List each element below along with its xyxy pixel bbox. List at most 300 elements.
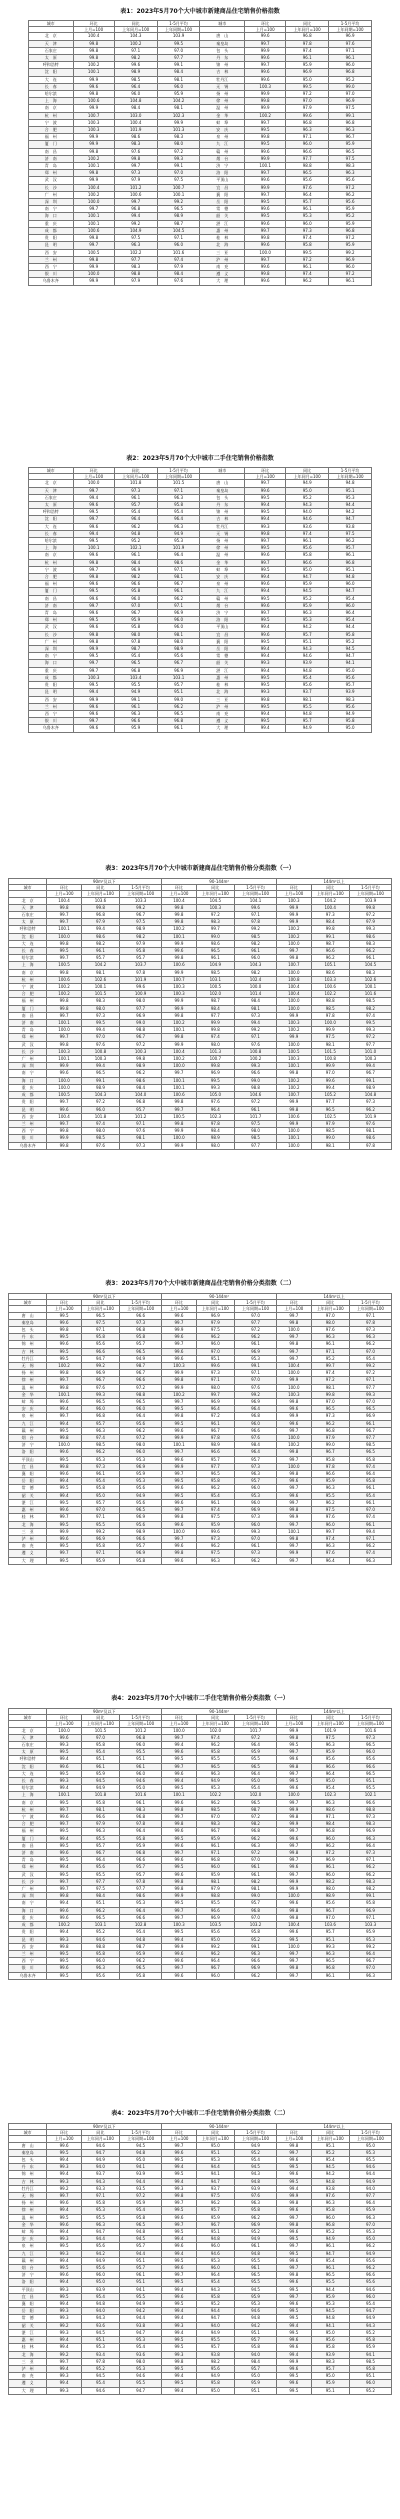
column-header: 城市 [9,1300,47,1306]
index-value-cell: 99.4 [81,1027,119,1034]
index-value-cell: 99.4 [245,624,286,631]
table-3b-body [9,1312,392,1564]
index-value-cell: 95.5 [120,1749,162,1756]
index-value-cell: 97.4 [81,1435,119,1442]
index-value-cell: 99.6 [162,2214,196,2221]
index-value-cell: 99.4 [162,2236,196,2243]
index-value-cell: 99.7 [47,1099,81,1106]
index-value-cell: 100.2 [73,62,114,69]
index-value-cell: 97.3 [286,227,329,234]
index-value-cell: 97.9 [120,940,162,947]
index-value-cell: 99.1 [81,1077,119,1084]
base-period-header: 上年同期=100 [234,1721,276,1727]
city-name-cell: 唐 山 [9,1312,47,1319]
column-header: 同比 [196,885,234,891]
index-value-cell: 97.6 [311,1327,349,1334]
index-value-cell: 94.0 [196,2322,234,2329]
index-value-cell: 96.4 [286,191,329,198]
city-name-cell: 银 川 [9,1965,47,1972]
table-row [9,1099,392,1106]
index-value-cell: 99.8 [47,1327,81,1334]
index-value-cell: 99.3 [245,523,286,530]
index-value-cell: 100.5 [47,962,81,969]
index-value-cell: 94.8 [286,710,329,717]
index-value-cell: 96.4 [120,1907,162,1914]
index-value-cell: 102.6 [81,976,119,983]
index-value-cell: 99.4 [47,2229,81,2236]
index-value-cell: 97.1 [120,1120,162,1127]
index-value-cell: 100.3 [277,897,311,904]
column-header: 城市 [200,468,245,474]
city-name-cell: 北 海 [9,2351,47,2358]
index-value-cell: 95.7 [114,502,157,509]
column-header: 环比 [162,1300,196,1306]
table-row [29,112,372,119]
index-value-cell: 95.8 [81,1485,119,1492]
index-value-cell: 99.5 [245,509,286,516]
index-value-cell: 99.5 [162,1756,196,1763]
table-row [9,1492,392,1499]
index-value-cell: 97.5 [311,1034,349,1041]
table-row [29,76,372,83]
index-value-cell: 98.8 [120,1027,162,1034]
index-value-cell: 96.0 [311,2214,349,2221]
city-name-cell: 岳 阳 [9,2308,47,2315]
index-value-cell: 99.5 [157,40,200,47]
index-value-cell: 99.7 [162,1341,196,1348]
city-name-cell: 西 宁 [29,263,74,270]
base-period-header: 上月=100 [73,474,114,480]
index-value-cell: 99.9 [277,1012,311,1019]
city-name-cell: 锦 州 [9,1341,47,1348]
index-value-cell: 95.9 [311,2293,349,2300]
index-value-cell: 103.1 [157,674,200,681]
index-value-cell: 96.7 [349,1070,391,1077]
base-period-header: 上年同期=100 [349,891,391,897]
base-period-header: 上年同期=100 [120,891,162,897]
index-value-cell: 95.4 [196,2279,234,2286]
index-value-cell: 94.5 [234,2286,276,2293]
index-value-cell: 99.6 [162,1499,196,1506]
city-name-cell: 泉 州 [9,2243,47,2250]
index-value-cell: 95.9 [286,602,329,609]
index-value-cell: 99.6 [162,1456,196,1463]
table-row [29,55,372,62]
index-value-cell: 99.7 [277,1355,311,1362]
index-value-cell: 94.4 [120,2178,162,2185]
index-value-cell: 99.7 [47,2358,81,2365]
index-value-cell: 100.3 [277,1391,311,1398]
index-value-cell: 98.6 [311,1806,349,1813]
index-value-cell: 95.4 [349,1355,391,1362]
index-value-cell: 96.4 [120,1413,162,1420]
index-value-cell: 96.4 [234,1449,276,1456]
index-value-cell: 98.3 [157,134,200,141]
index-value-cell: 99.4 [162,2373,196,2380]
index-value-cell: 95.5 [234,2257,276,2264]
index-value-cell: 98.2 [114,55,157,62]
index-value-cell: 97.2 [329,184,372,191]
index-value-cell: 100.1 [162,1792,196,1799]
index-value-cell: 96.3 [157,494,200,501]
table-row [9,933,392,940]
index-value-cell: 96.6 [120,1914,162,1921]
index-value-cell: 99.7 [47,1413,81,1420]
base-period-header: 上年同月=100 [81,1306,119,1312]
index-value-cell: 99.5 [277,2250,311,2257]
city-name-cell: 泸 州 [200,256,245,263]
table-row [9,1828,392,1835]
column-header: 同比 [114,21,157,27]
table-row [29,220,372,227]
index-value-cell: 100.2 [234,1056,276,1063]
table-row [29,696,372,703]
index-value-cell: 95.6 [329,703,372,710]
index-value-cell: 98.5 [196,1806,234,1813]
table-row [29,588,372,595]
index-value-cell: 99.7 [311,1363,349,1370]
index-value-cell: 99.6 [47,1907,81,1914]
index-value-cell: 99.6 [277,2229,311,2236]
index-value-cell: 95.1 [120,2279,162,2286]
index-value-cell: 99.8 [277,1471,311,1478]
index-value-cell: 99.7 [162,1319,196,1326]
table-row [9,1077,392,1084]
index-value-cell: 99.4 [47,2380,81,2387]
index-value-cell: 96.2 [329,538,372,545]
index-value-cell: 96.9 [349,1907,391,1914]
index-value-cell: 96.0 [196,1972,234,1979]
index-value-cell: 96.2 [157,595,200,602]
index-value-cell: 97.7 [157,55,200,62]
index-value-cell: 93.7 [196,2185,234,2192]
city-name-cell: 西 宁 [9,1958,47,1965]
index-value-cell: 97.0 [196,1348,234,1355]
table-row [9,1355,392,1362]
index-value-cell: 97.8 [349,1319,391,1326]
column-header: 1-5月平均 [157,21,200,27]
index-value-cell: 96.1 [286,55,329,62]
city-name-cell: 秦皇岛 [200,40,245,47]
city-name-cell: 南 宁 [9,1070,47,1077]
city-name-cell: 成 都 [9,1092,47,1099]
index-value-cell: 95.4 [114,509,157,516]
index-value-cell: 98.2 [234,969,276,976]
index-value-cell: 99.4 [114,213,157,220]
size-group-header: 90m²及以下 [47,879,162,885]
table-row [9,1384,392,1391]
index-value-cell: 99.9 [162,1893,196,1900]
index-value-cell: 99.5 [245,674,286,681]
index-value-cell: 97.7 [196,1463,234,1470]
index-value-cell: 98.1 [157,631,200,638]
index-value-cell: 98.3 [196,919,234,926]
index-value-cell: 96.7 [120,912,162,919]
index-value-cell: 99.4 [162,1936,196,1943]
index-value-cell: 99.9 [73,76,114,83]
index-value-cell: 97.5 [81,1319,119,1326]
index-value-cell: 97.8 [120,1821,162,1828]
table-row [29,667,372,674]
index-value-cell: 96.8 [157,718,200,725]
city-name-cell: 沈 阳 [29,516,74,523]
index-value-cell: 99.7 [277,1842,311,1849]
index-value-cell: 96.9 [120,1514,162,1521]
city-name-cell: 成 都 [29,674,74,681]
index-value-cell: 97.2 [234,1099,276,1106]
index-value-cell: 98.4 [157,271,200,278]
index-value-cell: 95.9 [311,1478,349,1485]
index-value-cell: 95.0 [81,2279,119,2286]
index-value-cell: 96.5 [329,148,372,155]
table-row [9,2308,392,2315]
city-name-cell: 沈 阳 [9,933,47,940]
index-value-cell: 95.8 [81,1742,119,1749]
table-row [9,1742,392,1749]
index-value-cell: 96.7 [311,1907,349,1914]
index-value-cell: 96.0 [196,2243,234,2250]
city-name-cell: 包 头 [9,2157,47,2164]
column-header: 同比 [81,2130,119,2136]
city-name-cell: 吉 林 [9,1348,47,1355]
index-value-cell: 100.3 [73,119,114,126]
index-value-cell: 99.7 [73,566,114,573]
index-value-cell: 103.9 [349,897,391,904]
index-value-cell: 99.6 [277,2157,311,2164]
index-value-cell: 99.6 [47,1763,81,1770]
size-group-header: 90-144m² [162,1294,277,1300]
city-name-cell: 成 都 [29,227,74,234]
index-value-cell: 97.3 [234,1012,276,1019]
index-value-cell: 99.9 [277,1099,311,1106]
index-value-cell: 99.5 [47,1334,81,1341]
index-value-cell: 97.2 [349,1034,391,1041]
table-row [29,62,372,69]
index-value-cell: 99.7 [277,2243,311,2250]
city-name-cell: 广 州 [29,638,74,645]
index-value-cell: 97.5 [114,235,157,242]
index-value-cell: 95.0 [81,1492,119,1499]
index-value-cell: 95.8 [120,1835,162,1842]
index-value-cell: 99.5 [349,1020,391,1027]
index-value-cell: 95.2 [311,2149,349,2156]
index-value-cell: 96.2 [349,2265,391,2272]
index-value-cell: 96.7 [157,660,200,667]
index-value-cell: 100.1 [162,1027,196,1034]
city-name-cell: 乌鲁木齐 [29,725,74,732]
index-value-cell: 100.4 [277,1922,311,1929]
index-value-cell: 94.4 [329,624,372,631]
index-value-cell: 96.0 [311,1835,349,1842]
index-value-cell: 96.6 [349,1799,391,1806]
index-value-cell: 99.7 [47,1878,81,1885]
index-value-cell: 101.4 [234,991,276,998]
index-value-cell: 97.1 [81,1327,119,1334]
city-name-cell: 韶 关 [9,2322,47,2329]
index-value-cell: 100.1 [47,1020,81,1027]
index-value-cell: 99.7 [245,256,286,263]
size-group-header: 90m²及以下 [47,1709,162,1715]
index-value-cell: 99.8 [47,1435,81,1442]
index-value-cell: 99.6 [245,69,286,76]
city-name-cell: 丹 东 [9,2164,47,2171]
index-value-cell: 95.3 [349,2229,391,2236]
index-value-cell: 98.2 [234,1821,276,1828]
index-value-cell: 94.6 [81,1936,119,1943]
index-value-cell: 94.4 [349,2171,391,2178]
index-value-cell: 100.7 [277,1092,311,1099]
index-value-cell: 98.3 [349,1821,391,1828]
index-value-cell: 98.7 [114,646,157,653]
index-value-cell: 96.9 [157,610,200,617]
city-name-cell: 西 安 [29,249,74,256]
index-value-cell: 99.9 [277,1886,311,1893]
index-value-cell: 99.5 [277,2315,311,2322]
index-value-cell: 102.1 [114,545,157,552]
index-value-cell: 96.9 [120,1012,162,1019]
index-value-cell: 99.8 [162,1886,196,1893]
city-name-cell: 成 都 [9,1922,47,1929]
index-value-cell: 96.3 [349,1835,391,1842]
index-value-cell: 99.6 [277,1864,311,1871]
city-name-cell: 包 头 [200,47,245,54]
table-row [29,184,372,191]
table-row [9,1507,392,1514]
index-value-cell: 99.6 [162,1950,196,1957]
city-name-cell: 沈 阳 [9,1763,47,1770]
index-value-cell: 96.4 [120,1828,162,1835]
index-value-cell: 100.2 [114,40,157,47]
index-value-cell: 96.8 [120,1850,162,1857]
index-value-cell: 95.5 [234,1756,276,1763]
index-value-cell: 97.0 [234,1377,276,1384]
index-value-cell: 98.9 [349,1084,391,1091]
index-value-cell: 96.8 [329,119,372,126]
index-value-cell: 99.3 [47,2236,81,2243]
index-value-cell: 97.6 [349,1120,391,1127]
index-value-cell: 97.2 [120,1041,162,1048]
index-value-cell: 95.5 [234,2279,276,2286]
city-name-cell: 唐 山 [200,480,245,487]
index-value-cell: 94.7 [120,2387,162,2394]
table-row [9,2193,392,2200]
index-value-cell: 96.4 [349,1842,391,1849]
table-row [9,1763,392,1770]
index-value-cell: 100.8 [311,1056,349,1063]
index-value-cell: 95.8 [329,718,372,725]
index-value-cell: 100.0 [277,1792,311,1799]
index-value-cell: 96.3 [329,127,372,134]
index-value-cell: 99.4 [47,2365,81,2372]
city-name-cell: 厦 门 [29,141,74,148]
index-value-cell: 98.4 [120,1084,162,1091]
index-value-cell: 99.7 [162,2272,196,2279]
city-name-cell: 蚌 埠 [9,2229,47,2236]
index-value-cell: 99.6 [245,76,286,83]
table-row [9,2387,392,2394]
index-value-cell: 99.4 [245,574,286,581]
index-value-cell: 99.5 [47,1857,81,1864]
index-value-cell: 97.4 [311,1370,349,1377]
index-value-cell: 99.5 [73,617,114,624]
index-value-cell: 101.3 [196,1048,234,1055]
index-value-cell: 99.5 [162,1785,196,1792]
index-value-cell: 100.7 [157,184,200,191]
index-value-cell: 99.8 [47,1041,81,1048]
index-value-cell: 96.9 [329,256,372,263]
index-value-cell: 96.5 [196,1763,234,1770]
index-value-cell: 94.9 [234,2142,276,2149]
index-value-cell: 99.8 [162,1514,196,1521]
index-value-cell: 97.3 [349,1099,391,1106]
table-1-header [29,21,372,33]
index-value-cell: 95.8 [81,1334,119,1341]
index-value-cell: 99.3 [234,1063,276,1070]
index-value-cell: 99.5 [162,1835,196,1842]
index-value-cell: 96.4 [196,2272,234,2279]
table-row [29,278,372,285]
index-value-cell: 97.1 [157,602,200,609]
index-value-cell: 99.4 [47,1785,81,1792]
index-value-cell: 99.5 [162,1900,196,1907]
city-name-cell: 西 安 [9,1943,47,1950]
base-period-header: 上月=100 [162,891,196,897]
index-value-cell: 93.8 [311,2185,349,2192]
index-value-cell: 103.1 [81,1922,119,1929]
index-value-cell: 95.5 [81,1835,119,1842]
index-value-cell: 97.5 [329,105,372,112]
table-row [9,2157,392,2164]
index-value-cell: 95.7 [196,2207,234,2214]
table-row [9,1449,392,1456]
index-value-cell: 96.4 [234,1742,276,1749]
index-value-cell: 103.5 [196,1922,234,1929]
city-name-cell: 北 海 [200,689,245,696]
table-row [29,177,372,184]
index-value-cell: 97.6 [311,1514,349,1521]
city-name-cell: 长 沙 [9,1878,47,1885]
index-value-cell: 99.8 [162,2358,196,2365]
index-value-cell: 94.7 [329,516,372,523]
index-value-cell: 96.7 [196,2221,234,2228]
index-value-cell: 99.5 [286,83,329,90]
city-name-cell: 遵 义 [200,271,245,278]
index-value-cell: 98.3 [81,998,119,1005]
index-value-cell: 94.1 [329,660,372,667]
index-value-cell: 98.5 [81,1442,119,1449]
column-header: 同比 [311,2130,349,2136]
city-name-cell: 秦皇岛 [200,487,245,494]
index-value-cell: 96.5 [120,2221,162,2228]
index-value-cell: 99.5 [245,718,286,725]
table-row [9,1391,392,1398]
city-name-cell: 锦 州 [200,509,245,516]
city-name-cell: 南 充 [9,1543,47,1550]
table-row [9,1012,392,1019]
index-value-cell: 99.6 [162,1799,196,1806]
base-period-header: 上年同月=100 [311,1306,349,1312]
index-value-cell: 96.2 [349,2243,391,2250]
city-name-cell: 襄 阳 [200,638,245,645]
index-value-cell: 102.3 [157,112,200,119]
index-value-cell: 100.4 [311,904,349,911]
index-value-cell: 100.6 [162,962,196,969]
index-value-cell: 99.7 [245,538,286,545]
index-value-cell: 95.3 [196,1785,234,1792]
index-value-cell: 99.9 [73,278,114,285]
city-name-cell: 贵 阳 [29,235,74,242]
index-value-cell: 99.8 [277,1965,311,1972]
